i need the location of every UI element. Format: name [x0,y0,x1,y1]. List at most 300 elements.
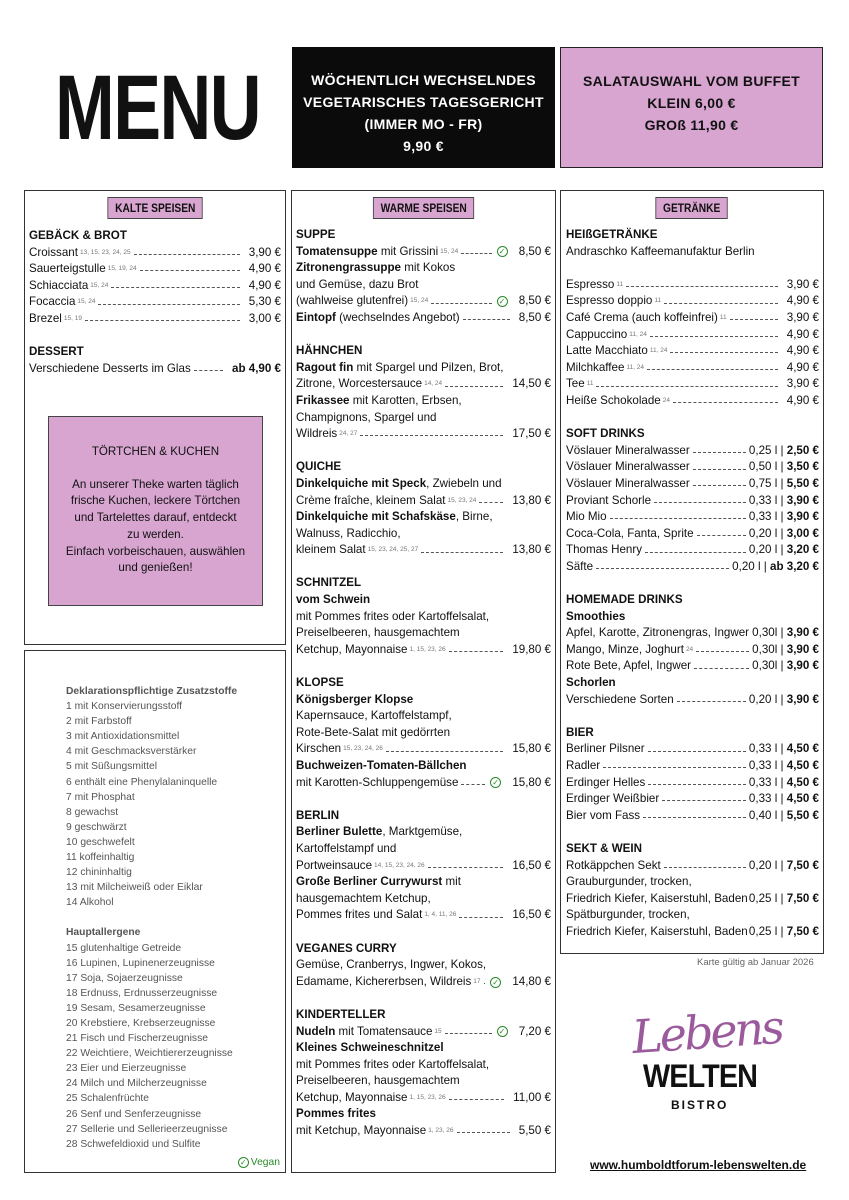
item-price: 3,90 € [786,377,819,391]
daily-line: VEGETARISCHES TAGESGERICHT [303,94,544,110]
item-name: Cappuccino [566,327,628,341]
leader-dots [98,304,239,305]
item-price: 3,00 € [786,526,819,540]
salad-large: GROß 11,90 € [644,117,739,133]
leader-dots [457,1132,510,1133]
item-price: 11,00 € [513,1090,551,1104]
item-name: und Gemüse, dazu Brot [296,277,419,291]
item-name: Espresso doppio [566,294,653,308]
item-name-bold: Smoothies [566,609,626,623]
item-volume: 0,20 l [748,858,778,872]
item-volume: 0,33 l [748,759,778,772]
leader-dots [445,386,503,387]
item-name-bold: Kleines Schweineschnitzel [296,1041,444,1055]
allergen-item: 23 Eier und Eierzeugnisse [66,1063,187,1075]
item-name: mit Grissini [377,244,439,258]
leader-dots [449,1099,505,1100]
item-price: 8,50 € [518,244,551,258]
item-price: 5,50 € [786,476,819,490]
allergen-codes: 15, 23, 24, 26 [343,745,383,753]
item-name-bold: Große Berliner Currywurst [296,875,443,889]
vegan-icon: ✓ [490,777,501,788]
item-price: 3,50 € [786,460,819,474]
menu-text [296,708,551,725]
leader-dots [610,518,746,519]
item-name: Brezel [29,311,62,325]
allergen-item: 1 mit Konservierungsstoff [66,701,182,713]
section-title: KINDERTELLER [296,1007,386,1021]
allergen-codes: 24 [685,645,694,653]
item-name-bold: Dinkelquiche mit Schafskäse [296,510,456,524]
leader-dots [111,287,239,288]
vegan-icon: ✓ [497,246,508,257]
item-name: Grauburgunder, trocken, [566,875,692,889]
section-title: SUPPE [296,228,336,241]
allergen-codes: 11 [616,280,624,288]
cold-food-heading: KALTE SPEISEN [107,197,203,219]
item-name: Portweinsauce [296,858,373,872]
item-name: mit [442,875,461,889]
menu-text [296,410,551,427]
drinks-list [561,219,823,941]
vegan-legend [236,1157,280,1168]
item-price: 3,90 € [786,659,819,673]
item-name: mit Pommes frites oder Kartoffelsalat, [296,609,490,623]
menu-item: Vöslauer Mineralwasser 0,25 l | 2,50 € [566,443,819,460]
leader-dots [693,485,746,486]
menu-item [296,376,551,393]
leader-dots [693,469,746,470]
menu-item [296,1024,551,1041]
item-name: Berliner Pilsner [566,742,645,756]
allergen-codes: 1, 15, 23, 26 [409,1093,446,1101]
salad-small: KLEIN 6,00 € [647,95,736,111]
menu-text [296,476,551,493]
item-price: 3,90 € [786,642,819,656]
section-title: QUICHE [296,460,342,474]
allergen-codes: 14, 24 [424,380,443,388]
item-price: 3,20 € [786,543,819,557]
item-name-bold: Königsberger Klopse [296,692,414,706]
leader-dots [603,767,746,768]
allergen-item: 22 Weichtiere, Weichtiererzeugnisse [66,1048,233,1060]
item-price: 8,50 € [518,294,551,308]
warm-food-column [291,190,556,1173]
item-name: Café Crema (auch koffeinfrei) [566,310,718,324]
item-volume: 0,30l [752,659,778,673]
allergen-codes: 11 [654,297,662,305]
menu-item [29,261,281,278]
allergen-codes: 15, 23, 24, 25, 27 [367,546,419,554]
item-price: 4,90 € [786,360,819,374]
leader-dots [360,435,503,436]
item-price: 17,50 € [512,427,551,441]
menu-item: Rote Bete, Apfel, Ingwer 0,30l | 3,90 € [566,658,819,675]
menu-text [296,609,551,626]
allergen-item: 2 mit Farbstoff [66,716,132,728]
menu-item [566,393,819,410]
item-name: mit Karotten, Erbsen, [349,393,462,407]
item-name-bold: Frikassee [296,393,350,407]
item-name-bold: Tomatensuppe [296,244,378,258]
menu-item [29,294,281,311]
leader-dots [428,867,504,868]
menu-text [296,260,551,277]
leader-dots [730,319,778,320]
item-name: Tee [566,377,585,391]
menu-text [566,609,819,626]
item-price: 4,50 € [786,742,819,756]
item-name: Proviant Schorle [566,493,652,507]
item-name: Vöslauer Mineralwasser [566,476,690,490]
item-name: Kirschen [296,742,342,756]
menu-text [296,725,551,742]
item-name: Ketchup, Mayonnaise [296,642,408,656]
menu-text [296,758,551,775]
allergen-item: 5 mit Süßungsmittel [66,761,157,773]
menu-item: Säfte 0,20 l | ab 3,20 € [566,559,819,576]
allergen-item: 14 Alkohol [66,897,114,909]
menu-text [296,1073,551,1090]
menu-text [296,625,551,642]
leader-dots [421,552,503,553]
daily-line: (IMMER MO - FR) [364,116,483,132]
item-volume: 0,25 l [748,891,778,905]
menu-item: Friedrich Kiefer, Kaiserstuhl, Baden 0,25 l | 7,50 € [566,891,819,908]
logo-welten: WELTEN [643,1058,758,1094]
cake-text: und Tartelettes darauf, entdeckt [74,511,237,525]
leader-dots [647,369,778,370]
item-price: ab 3,20 € [770,559,819,573]
item-name-bold: Zitronengrassuppe [296,261,402,275]
item-name: Säfte [566,559,594,573]
allergen-item: 7 mit Phosphat [66,791,135,803]
allergen-item: 15 glutenhaltige Getreide [66,942,182,954]
spacer [296,327,551,344]
allergen-item: 9 geschwärzt [66,821,127,833]
item-name: Spätburgunder, trocken, [566,908,690,922]
item-name: Mango, Minze, Joghurt [566,642,684,656]
allergen-codes: 24, 27 [339,430,358,438]
menu-item: Bier vom Fass 0,40 l | 5,50 € [566,808,819,825]
item-price: 16,50 € [512,858,551,872]
item-price: 3,90 € [786,626,819,640]
vegan-icon: ✓ [497,296,508,307]
menu-text [566,675,819,692]
item-name-bold: Eintopf [296,310,336,324]
item-price: 4,90 € [786,294,819,308]
menu-text [296,277,551,294]
menu-text [296,592,551,609]
menu-text [566,874,819,891]
item-name: Pommes frites und Salat [296,908,423,922]
menu-text [296,393,551,410]
drinks-column [560,190,824,954]
item-price: 3,90 € [786,277,819,291]
leader-dots [673,402,778,403]
item-name: Vöslauer Mineralwasser [566,443,690,457]
allergen-codes: 15, 24 [410,297,429,305]
cake-text: frische Kuchen, leckere Törtchen [70,494,241,508]
item-name: hausgemachtem Ketchup, [296,891,431,905]
item-price: 3,90 € [786,692,819,706]
item-name: mit Karotten-Schluppengemüse [296,775,459,789]
item-name: Edamame, Kichererbsen, Wildreis [296,974,472,988]
menu-item [296,1123,551,1140]
menu-item: Erdinger Helles 0,33 l | 4,50 € [566,775,819,792]
leader-dots [484,983,486,984]
menu-item [566,376,819,393]
item-name: mit Spargel und Pilzen, Brot, [353,360,504,374]
menu-item [566,293,819,310]
section-title: DESSERT [29,345,84,359]
section-title: HÄHNCHEN [296,344,363,358]
item-name: Erdinger Weißbier [566,792,660,806]
menu-title: MENU [55,57,261,159]
menu-item: Rotkäppchen Sekt 0,20 l | 7,50 € [566,858,819,875]
item-volume: 0,75 l [748,476,778,490]
leader-dots [596,386,777,387]
menu-item: Coca-Cola, Fanta, Sprite 0,20 l | 3,00 € [566,526,819,543]
leader-dots [694,668,749,669]
item-name: Preiselbeeren, hausgemachtem [296,1074,460,1088]
leader-dots [140,270,240,271]
website-link[interactable]: www.humboldtforum-lebenswelten.de [590,1158,807,1172]
spacer [296,559,551,576]
item-price: ab 4,90 € [232,361,281,375]
item-name: Mio Mio [566,510,607,524]
item-name: Milchkaffee [566,360,625,374]
leader-dots [648,784,746,785]
allergen-codes: 15, 23, 24 [447,496,477,504]
item-name-bold: Ragout fin [296,360,354,374]
allergen-item: 8 gewachst [66,806,119,818]
leader-dots [459,917,503,918]
item-price: 15,80 € [512,775,551,789]
leader-dots [696,651,749,652]
item-name: Coca-Cola, Fanta, Sprite [566,526,694,540]
item-name: Kapernsauce, Kartoffelstampf, [296,709,452,723]
item-price: 4,90 € [248,278,281,292]
section-title: BIER [566,725,594,739]
allergen-item: 4 mit Geschmacksverstärker [66,746,197,758]
leader-dots [463,319,510,320]
item-name: Latte Macchiato [566,344,648,358]
item-name: mit Ketchup, Mayonnaise [296,1124,427,1138]
spacer [296,443,551,460]
item-name: mit Tomatensauce [335,1024,433,1038]
item-volume: 0,33 l [748,510,778,524]
leader-dots [449,651,504,652]
menu-item [296,426,551,443]
allergen-list [25,651,285,1152]
menu-item: Mio Mio 0,33 l | 3,90 € [566,509,819,526]
leader-dots [654,502,746,503]
item-name-bold: Pommes frites [296,1107,376,1121]
item-name-bold: Schorlen [566,676,616,690]
vegan-icon: ✓ [490,977,501,988]
allergen-codes: 11 [719,313,727,321]
menu-item: Apfel, Karotte, Zitronengras, Ingwer 0,30l | 3,90 € [566,625,819,642]
allergen-heading: Deklarationspflichtige Zusatzstoffe [66,686,238,697]
section-title: BERLIN [296,808,340,822]
leader-dots [693,452,746,453]
item-price: 14,50 € [512,377,551,391]
allergen-item: 17 Soja, Sojaerzeugnisse [66,972,183,984]
allergen-codes: 15, 19 [63,314,82,322]
cake-title: TÖRTCHEN & KUCHEN [91,445,220,458]
menu-text [296,891,551,908]
item-price: 4,90 € [786,344,819,358]
allergen-item: 10 geschwefelt [66,836,135,848]
leader-dots [445,1033,492,1034]
allergen-heading: Hauptallergene [66,927,141,939]
item-price: 4,90 € [786,393,819,407]
menu-text [296,1040,551,1057]
spacer [296,658,551,675]
spacer [566,575,819,592]
spacer [296,924,551,941]
item-price: 7,50 € [786,891,819,905]
menu-item [296,974,551,991]
menu-text [566,244,819,261]
menu-item: Thomas Henry 0,20 l | 3,20 € [566,542,819,559]
section-title: GEBÄCK & BROT [29,229,127,242]
item-name: Zitrone, Worcestersauce [296,377,423,391]
menu-item: Vöslauer Mineralwasser 0,75 l | 5,50 € [566,476,819,493]
menu-item: Radler 0,33 l | 4,50 € [566,758,819,775]
daily-line: WÖCHENTLICH WECHSELNDES [311,72,536,88]
leader-dots [677,701,746,702]
menu-item [566,310,819,327]
cake-text: zu werden. [127,527,184,541]
item-name: Friedrich Kiefer, Kaiserstuhl, Baden [566,891,748,905]
item-name: , Zwiebeln und [426,476,502,490]
item-name: Apfel, Karotte, Zitronengras, Ingwer [566,626,750,640]
leader-dots [645,552,746,553]
item-volume: 0,30l [752,642,778,656]
menu-item [566,343,819,360]
leader-dots [461,253,491,254]
item-name-bold: Nudeln [296,1024,336,1038]
menu-item [296,642,551,659]
section-title: KLOPSE [296,676,344,690]
item-price: 4,90 € [786,327,819,341]
item-price: 4,90 € [248,262,281,276]
drinks-heading: GETRÄNKE [656,197,729,219]
leader-dots [697,535,746,536]
warm-food-list [292,219,555,1140]
menu-text [296,874,551,891]
item-volume: 0,20 l [732,559,761,573]
item-volume: 0,25 l [748,924,778,938]
item-name: Vöslauer Mineralwasser [566,460,690,474]
allergen-codes: 1, 15, 23, 26 [409,645,446,653]
leader-dots [431,303,491,304]
menu-item: Erdinger Weißbier 0,33 l | 4,50 € [566,791,819,808]
leader-dots [194,370,223,371]
menu-text [296,957,551,974]
allergen-codes: 15, 24 [77,298,96,306]
item-price: 5,50 € [518,1124,551,1138]
item-price: 8,50 € [518,310,551,324]
leader-dots [664,867,746,868]
item-price: 3,90 € [248,245,281,259]
item-price: 3,00 € [248,311,281,325]
allergen-codes: 15, 19, 24 [107,265,137,273]
menu-item [566,327,819,344]
section-title: SEKT & WEIN [566,841,643,855]
item-name: Verschiedene Desserts im Glas [29,361,191,375]
allergen-column [24,650,286,1173]
item-name: Rote-Bete-Salat mit gedörrten [296,725,451,739]
item-name-bold: vom Schwein [296,593,371,607]
item-price: 4,50 € [786,792,819,806]
menu-item [29,278,281,295]
menu-item [29,311,281,328]
item-name: (wahlweise glutenfrei) [296,294,409,308]
menu-item [29,361,281,378]
item-price: 4,50 € [786,759,819,772]
allergen-item: 21 Fisch und Fischerzeugnisse [66,1033,208,1045]
leader-dots [85,320,240,321]
allergen-codes: 15, 24 [90,281,109,289]
section-title: SCHNITZEL [296,576,362,590]
daily-price: 9,90 € [403,138,444,154]
allergen-item: 28 Schwefeldioxid und Sulfite [66,1138,201,1150]
menu-text [566,907,819,924]
menu-text [296,1057,551,1074]
item-volume: 0,33 l [748,493,778,507]
item-price: 13,80 € [512,493,551,507]
leader-dots [134,254,240,255]
item-volume: 0,20 l [748,692,778,706]
allergen-codes: 24 [662,396,670,404]
allergen-item: 12 chininhaltig [66,867,132,879]
item-price: 13,80 € [512,543,551,557]
spacer [296,791,551,808]
item-name: Crème fraîche, kleinem Salat [296,493,446,507]
section-title: HOMEMADE DRINKS [566,593,683,607]
item-volume: 0,20 l [748,543,778,557]
allergen-item: 26 Senf und Senferzeugnisse [66,1108,202,1120]
menu-item [296,244,551,261]
leader-dots [662,800,746,801]
item-name: Kartoffelstampf und [296,841,397,855]
allergen-codes: 15, 24 [440,247,459,255]
menu-text [296,824,551,841]
item-volume: 0,20 l [748,526,778,540]
allergen-codes: 11, 24 [629,330,647,338]
allergen-item: 18 Erdnuss, Erdnusserzeugnisse [66,987,218,999]
menu-item: Verschiedene Sorten 0,20 l | 3,90 € [566,692,819,709]
item-name-bold: Berliner Bulette [296,825,383,839]
item-name: , Birne, [455,510,493,524]
warm-food-heading: WARME SPEISEN [373,197,474,219]
allergen-codes: 11, 24 [626,363,645,371]
allergen-item: 20 Krebstiere, Krebserzeugnisse [66,1017,216,1029]
spacer [296,990,551,1007]
menu-text [296,1106,551,1123]
item-name: Verschiedene Sorten [566,692,674,706]
item-name: Radler [566,759,601,772]
cake-text: Einfach vorbeischauen, auswählen [65,544,246,558]
item-price: 3,90 € [786,493,819,507]
item-name: Champignons, Spargel und [296,410,437,424]
allergen-codes: 15 [434,1027,442,1035]
menu-item [296,542,551,559]
item-volume: 0,25 l [748,443,778,457]
